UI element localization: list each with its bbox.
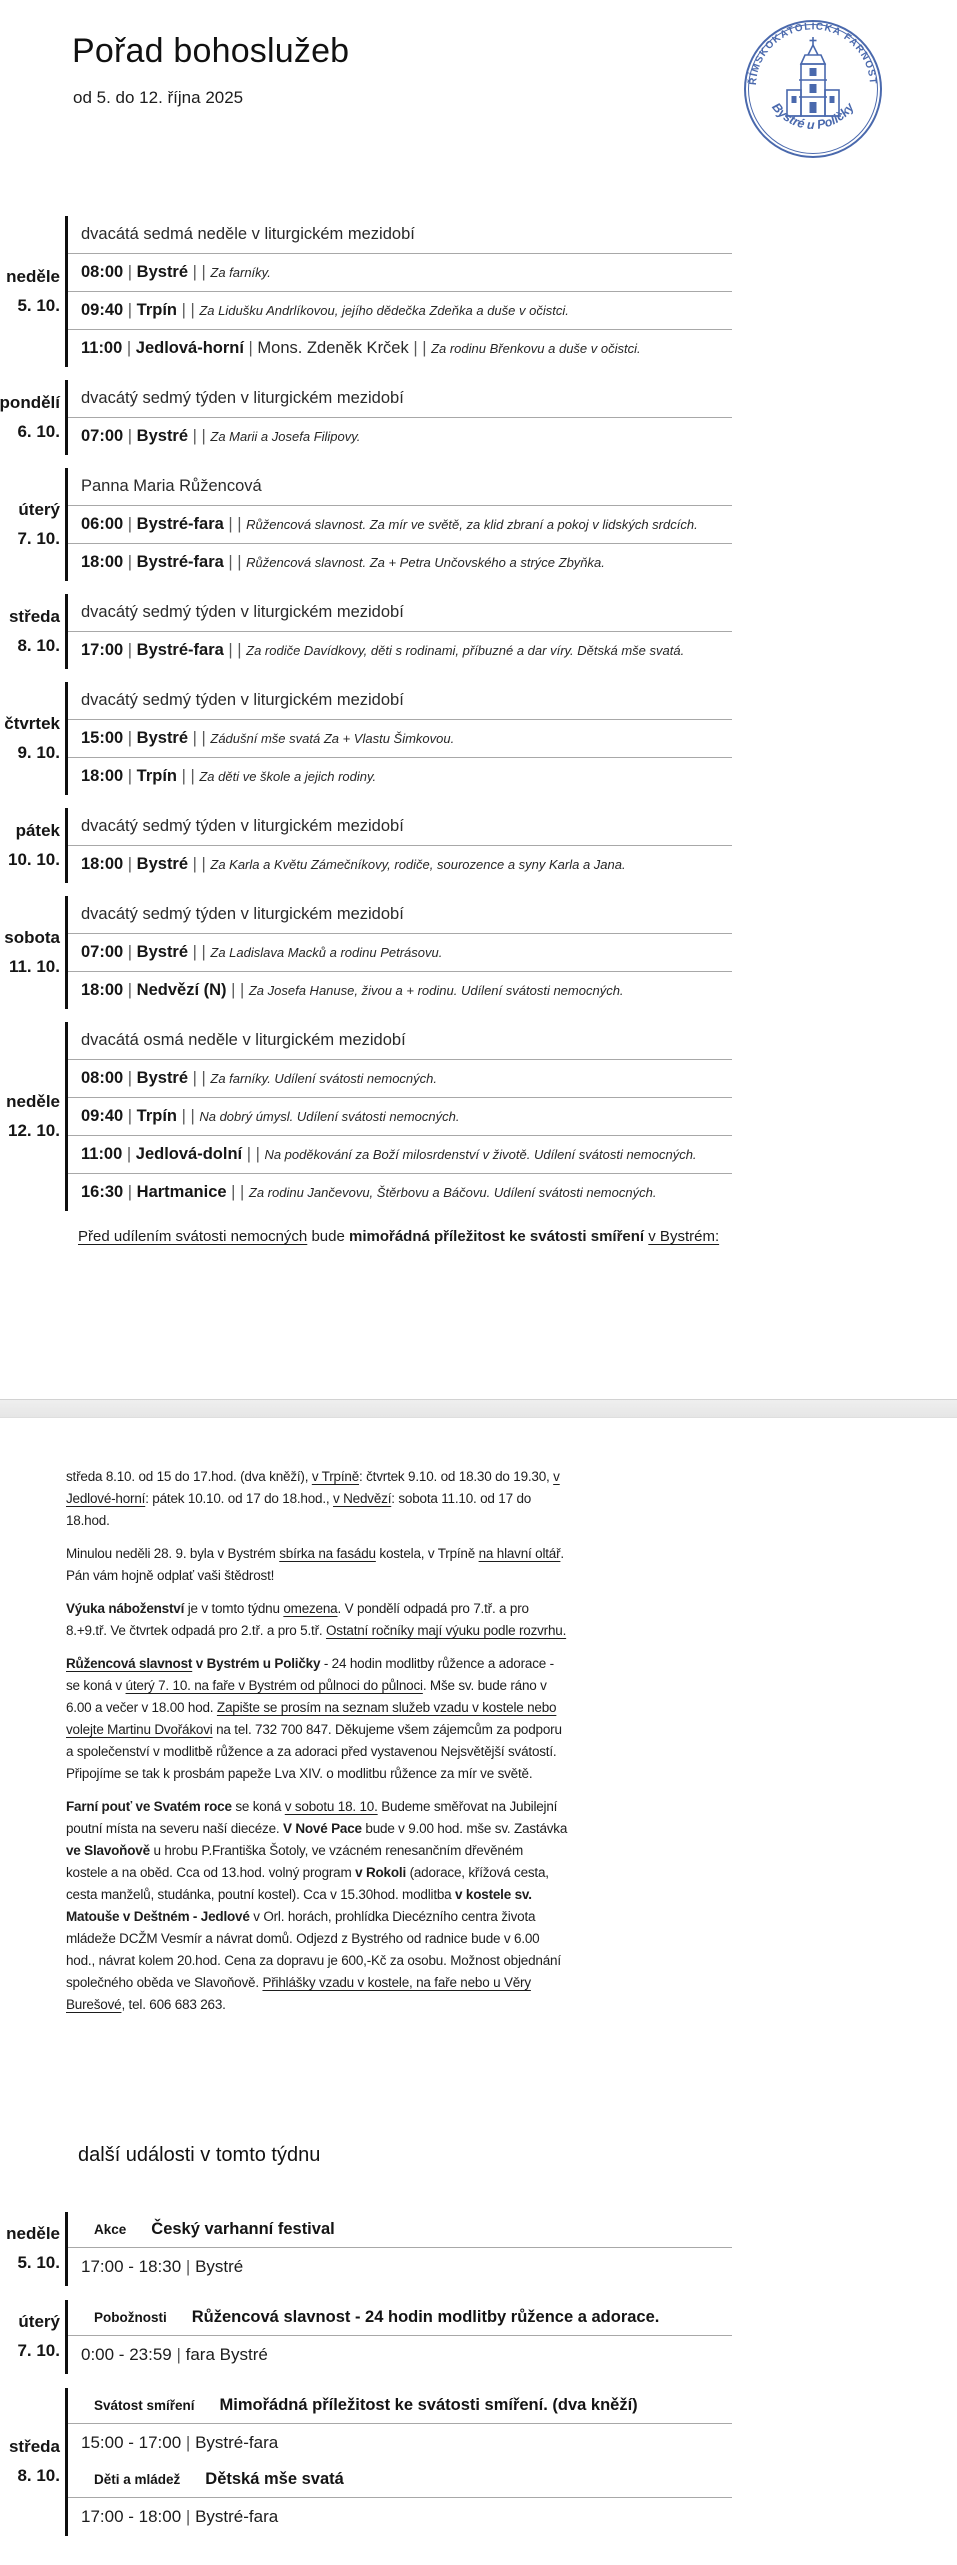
liturgical-heading-text: Panna Maria Růžencová <box>81 477 262 495</box>
mass-row <box>68 506 732 544</box>
liturgical-heading-text: dvacátý sedmý týden v liturgickém mezidobí <box>81 817 404 835</box>
mass-place: Trpín <box>136 301 178 319</box>
separator: | <box>181 2507 196 2526</box>
text-segment: je v tomto týdnu <box>184 1601 284 1616</box>
separator: | <box>122 1145 136 1163</box>
mass-row <box>68 846 732 883</box>
event-place: Bystré-fara <box>195 2433 279 2452</box>
schedule-day-block <box>0 808 957 883</box>
announcement-paragraph <box>66 1466 568 1532</box>
mass-intention: Za děti ve škole a jejich rodiny. <box>199 769 377 784</box>
liturgical-heading-row <box>68 682 732 720</box>
event-time-range: 17:00 - 18:30 <box>81 2257 182 2276</box>
event-header-row <box>68 2388 732 2424</box>
mass-time: 07:00 <box>81 943 124 961</box>
mass-place: Bystré-fara <box>136 515 224 533</box>
separator: | <box>181 2257 196 2276</box>
text-segment: v Jedlové-horní <box>66 1469 560 1506</box>
separator: | | <box>188 1069 211 1087</box>
mass-schedule <box>0 216 957 1224</box>
text-segment: - 24 hodin modlitby růžence a adorace - se koná v <box>66 1656 554 1693</box>
text-segment: : sobota 11.10. od 17 do 18.hod. <box>66 1491 532 1528</box>
text-segment: Minulou neděli 28. 9. byla v Bystrém <box>66 1546 280 1561</box>
separator: | | <box>188 855 211 873</box>
church-icon <box>785 37 841 116</box>
day-label <box>0 2212 63 2286</box>
date-range-subtitle: od 5. do 12. října 2025 <box>73 88 244 107</box>
text-segment: na hlavní oltář <box>478 1546 561 1561</box>
mass-row <box>68 292 732 330</box>
event-place: Bystré <box>195 2257 244 2276</box>
mass-time: 17:00 <box>81 641 124 659</box>
event-time-row <box>68 2248 732 2286</box>
text-segment: Ostatní ročníky mají výuku podle rozvrhu. <box>325 1623 567 1638</box>
liturgical-heading-row <box>68 594 732 632</box>
mass-row <box>68 254 732 292</box>
separator: | <box>123 943 137 961</box>
event-category: Svátost smíření <box>94 2398 195 2413</box>
day-date: 8. 10. <box>17 635 60 655</box>
text-segment: u hrobu P.Františka Šotoly, ve vzácném renesančním dřevěném kostele a na oběd. Cca od 13.hod. volný program <box>66 1843 524 1880</box>
event-day-block <box>0 2388 957 2536</box>
day-rows <box>68 682 732 795</box>
day-rows <box>68 2300 732 2374</box>
separator: | <box>123 1183 137 1201</box>
text-segment: . Pán vám hojně odplať vaši štědrost! <box>66 1546 564 1583</box>
mass-intention: Na dobrý úmysl. Udílení svátosti nemocných. <box>199 1109 460 1124</box>
mass-row <box>68 1174 732 1211</box>
mass-intention: Za Ladislava Macků a rodinu Petrásovu. <box>210 945 443 960</box>
day-name: neděle <box>6 2224 60 2244</box>
separator: | | <box>223 515 247 533</box>
text-segment: v Trpíně <box>311 1469 360 1484</box>
text-segment: mimořádná příležitost ke svátosti smíření <box>349 1228 645 1245</box>
event-day-block <box>0 2300 957 2374</box>
separator: | <box>171 2345 186 2364</box>
mass-place: Bystré-fara <box>136 641 224 659</box>
text-segment: sbírka na fasádu <box>279 1546 376 1561</box>
text-segment: Před udílením svátosti nemocných <box>78 1228 308 1245</box>
mass-row <box>68 418 732 455</box>
text-segment: kostela, v Trpíně <box>375 1546 479 1561</box>
announcement-paragraph <box>66 1653 568 1785</box>
separator: | | <box>188 427 211 445</box>
day-name: středa <box>8 606 60 626</box>
mass-time: 07:00 <box>81 427 124 445</box>
mass-time: 15:00 <box>81 729 124 747</box>
event-time-row <box>68 2336 732 2374</box>
separator: | <box>123 1069 137 1087</box>
day-label <box>0 682 63 795</box>
separator: | | <box>223 641 247 659</box>
mass-time: 18:00 <box>81 767 124 785</box>
text-segment: omezena <box>283 1601 338 1616</box>
schedule-day-block <box>0 216 957 367</box>
separator: | | <box>188 263 211 281</box>
celebrant-wrap <box>244 339 409 357</box>
mass-intention: Za rodinu Břenkovu a duše v očistci. <box>431 341 641 356</box>
text-segment: bude <box>307 1228 349 1245</box>
mass-place: Bystré <box>136 263 189 281</box>
separator: | | <box>408 339 432 357</box>
mass-intention: Za Karla a Květu Zámečníkovy, rodiče, sourozence a syny Karla a Jana. <box>210 857 626 872</box>
day-name: neděle <box>6 266 60 286</box>
mass-place: Bystré <box>136 855 189 873</box>
text-segment: v Nedvězí <box>333 1491 392 1506</box>
events-heading: další události v tomto týdnu <box>78 2144 321 2166</box>
separator: | <box>181 2433 196 2452</box>
liturgical-heading-row <box>68 808 732 846</box>
event-category: Akce <box>94 2222 127 2237</box>
day-name: neděle <box>6 1091 60 1111</box>
mass-intention: Za farníky. <box>210 265 271 280</box>
mass-time: 09:40 <box>81 301 124 319</box>
day-name: čtvrtek <box>4 713 60 733</box>
mass-place: Bystré <box>136 943 189 961</box>
day-label <box>0 594 63 669</box>
event-title: Dětská mše svatá <box>205 2470 344 2488</box>
schedule-day-block <box>0 594 957 669</box>
mass-place: Hartmanice <box>136 1183 227 1201</box>
text-segment: bude v 9.00 hod. mše sv. Zastávka <box>361 1821 568 1836</box>
text-segment: Zapište se prosím na seznam služeb vzadu v kostele nebo volejte Martinu Dvořákovi <box>66 1700 557 1737</box>
separator: | | <box>188 729 211 747</box>
separator: | <box>123 729 137 747</box>
mass-intention: Za farníky. Udílení svátosti nemocných. <box>210 1071 438 1086</box>
mass-place: Bystré <box>136 1069 189 1087</box>
mass-intention: Zádušní mše svatá Za + Vlastu Šimkovou. <box>210 731 455 746</box>
day-rows <box>68 1022 732 1211</box>
text-segment: v Orl. horách, prohlídka Diecézního centra života mládeže DCŽM Vesmír a návrat domů. Odjezd z Bystrého od radnice bude v 6.00 hod., návrat kolem 20.hod. Cena za dopravu je 600,-Kč za osobu. Možnost objednání společného oběda ve Slavoňově. <box>66 1909 561 1990</box>
day-date: 9. 10. <box>17 742 60 762</box>
mass-place: Trpín <box>136 1107 178 1125</box>
day-rows <box>68 594 732 669</box>
event-place: fara Bystré <box>185 2345 268 2364</box>
mass-place: Bystré-fara <box>136 553 224 571</box>
schedule-day-block <box>0 380 957 455</box>
mass-row <box>68 632 732 669</box>
liturgical-heading-text: dvacátý sedmý týden v liturgickém mezidobí <box>81 691 404 709</box>
liturgical-heading-text: dvacátá sedmá neděle v liturgickém mezidobí <box>81 225 415 243</box>
mass-intention: Za rodiče Davídkovy, děti s rodinami, příbuzné a dar víry. Dětská mše svatá. <box>246 643 685 658</box>
day-label <box>0 2300 63 2374</box>
text-segment: v kostele sv. Matouše v Deštném - Jedlové <box>66 1887 532 1924</box>
text-segment: : čtvrtek 9.10. od 18.30 do 19.30, <box>359 1469 554 1484</box>
events-schedule <box>0 2212 957 2550</box>
separator: | <box>123 767 137 785</box>
mass-time: 09:40 <box>81 1107 124 1125</box>
event-title: Český varhanní festival <box>151 2220 335 2238</box>
day-rows <box>68 2388 732 2536</box>
mass-row <box>68 972 732 1009</box>
mass-intention: Za rodinu Jančevovu, Štěrbovu a Báčovu. Udílení svátosti nemocných. <box>248 1185 657 1200</box>
day-label <box>0 1022 63 1211</box>
text-segment: v Rokoli <box>355 1865 407 1880</box>
mass-place: Jedlová-dolní <box>135 1145 243 1163</box>
day-label <box>0 896 63 1009</box>
mass-time: 11:00 <box>81 1145 123 1163</box>
day-label <box>0 2388 63 2536</box>
parish-stamp-icon <box>740 16 886 162</box>
day-label <box>0 468 63 581</box>
text-segment: Farní pouť ve Svatém roce <box>66 1799 232 1814</box>
event-time-range: 17:00 - 18:00 <box>81 2507 182 2526</box>
text-segment: (adorace, křížová cesta, cesta manželů, studánka, poutní kostel). Cca v 15.30hod. modlitba <box>66 1865 549 1902</box>
event-header-row <box>68 2462 732 2498</box>
day-label <box>0 808 63 883</box>
liturgical-heading-row <box>68 468 732 506</box>
day-name: pátek <box>15 820 60 840</box>
separator: | <box>123 427 137 445</box>
separator: | | <box>223 553 247 571</box>
page-break-band <box>0 1399 957 1418</box>
mass-row <box>68 544 732 581</box>
liturgical-heading-text: dvacátý sedmý týden v liturgickém mezidobí <box>81 603 404 621</box>
separator: | <box>123 981 137 999</box>
text-segment: ve Slavoňově <box>66 1843 150 1858</box>
liturgical-heading-row <box>68 216 732 254</box>
event-title: Mimořádná příležitost ke svátosti smíření. (dva kněží) <box>219 2396 638 2414</box>
separator: | <box>123 515 137 533</box>
separator: | <box>123 301 137 319</box>
mass-time: 18:00 <box>81 553 124 571</box>
separator: | <box>123 1107 137 1125</box>
mass-place: Trpín <box>136 767 178 785</box>
event-day-block <box>0 2212 957 2286</box>
mass-time: 18:00 <box>81 855 124 873</box>
event-place: Bystré-fara <box>195 2507 279 2526</box>
liturgical-heading-row <box>68 380 732 418</box>
separator: | <box>243 339 258 357</box>
day-rows <box>68 2212 732 2286</box>
separator: | | <box>188 943 211 961</box>
separator: | | <box>177 1107 200 1125</box>
liturgical-heading-text: dvacátý sedmý týden v liturgickém mezidobí <box>81 905 404 923</box>
text-segment: v Bystrém: <box>648 1228 720 1245</box>
liturgical-heading-row <box>68 896 732 934</box>
parish-stamp <box>740 16 886 162</box>
text-segment: se koná <box>231 1799 285 1814</box>
text-segment: v sobotu 18. 10. <box>284 1799 378 1814</box>
mass-intention: Za Marii a Josefa Filipovy. <box>210 429 361 444</box>
text-segment: . V pondělí odpadá pro 7.tř. a pro 8.+9.tř. Ve čtvrtek odpadá pro 2.tř. a pro 5.tř. <box>66 1601 529 1638</box>
event-header-row <box>68 2212 732 2248</box>
schedule-day-block <box>0 896 957 1009</box>
event-time-row <box>68 2498 732 2536</box>
mass-intention: Růžencová slavnost. Za mír ve světě, za klid zbraní a pokoj v lidských srdcích. <box>246 517 698 532</box>
mass-time: 18:00 <box>81 981 124 999</box>
event-time-range: 0:00 - 23:59 <box>81 2345 172 2364</box>
text-segment: . Mše sv. bude ráno v 6.00 a večer v 18.00 hod. <box>66 1678 547 1715</box>
day-name: středa <box>8 2437 60 2457</box>
day-date: 5. 10. <box>17 295 60 315</box>
day-name: sobota <box>4 927 60 947</box>
announcements <box>66 1466 568 2027</box>
separator: | <box>122 339 136 357</box>
mass-place: Jedlová-horní <box>135 339 244 357</box>
day-date: 7. 10. <box>17 2341 60 2360</box>
note-line <box>78 1228 719 1245</box>
mass-row <box>68 1098 732 1136</box>
day-date: 12. 10. <box>8 1120 60 1140</box>
day-rows <box>68 380 732 455</box>
text-segment: na tel. 732 700 847. Děkujeme všem zájemcům za podporu a společenství v modlitbě růžence a za adoraci před vystavenou Nejsvětější svátostí. Připojíme se tak k prosbám papeže Lva XIV. o modlitbu růžence za mír ve světě. <box>66 1722 562 1781</box>
text-segment: úterý 7. 10. na faře v Bystrém od půlnoci do půlnoci <box>125 1678 423 1693</box>
day-date: 7. 10. <box>17 528 60 548</box>
separator: | | <box>177 767 200 785</box>
mass-time: 16:30 <box>81 1183 124 1201</box>
announcement-paragraph <box>66 1598 568 1642</box>
mass-row <box>68 934 732 972</box>
day-rows <box>68 216 732 367</box>
day-label <box>0 380 63 455</box>
text-segment: : pátek 10.10. od 17 do 18.hod., <box>145 1491 334 1506</box>
day-date: 10. 10. <box>8 849 60 869</box>
event-time-range: 15:00 - 17:00 <box>81 2433 182 2452</box>
text-segment: v Bystrém u Poličky <box>195 1656 321 1671</box>
separator: | <box>123 855 137 873</box>
schedule-day-block <box>0 468 957 581</box>
day-name: pondělí <box>0 392 60 412</box>
text-segment: V Nové Pace <box>282 1821 362 1836</box>
mass-time: 06:00 <box>81 515 124 533</box>
day-label <box>0 216 63 367</box>
day-name: úterý <box>18 499 60 519</box>
announcement-paragraph <box>66 1796 568 2016</box>
schedule-day-block <box>0 682 957 795</box>
day-name: úterý <box>18 2312 60 2332</box>
separator: | <box>123 263 137 281</box>
separator: | | <box>226 1183 249 1201</box>
event-category: Děti a mládež <box>94 2472 181 2487</box>
text-segment: Budeme směřovat na Jubilejní poutní místa na severu naší diecéze. <box>66 1799 558 1836</box>
stamp-bottom-text: Bystré u Poličky <box>769 100 857 133</box>
schedule-day-block <box>0 1022 957 1211</box>
mass-time: 11:00 <box>81 339 123 357</box>
mass-intention: Za Josefa Hanuse, živou a + rodinu. Udílení svátosti nemocných. <box>248 983 624 998</box>
mass-row <box>68 758 732 795</box>
event-title: Růžencová slavnost - 24 hodin modlitby růžence a adorace. <box>191 2308 660 2326</box>
mass-place: Bystré <box>136 729 189 747</box>
day-date: 8. 10. <box>17 2466 60 2485</box>
day-date: 5. 10. <box>17 2253 60 2272</box>
day-date: 6. 10. <box>17 421 60 441</box>
day-date: 11. 10. <box>8 956 60 976</box>
text-segment: Přihlášky vzadu v kostele, na faře nebo u Věry Burešové <box>66 1975 531 2012</box>
page-title: Pořad bohoslužeb <box>72 32 350 70</box>
mass-intention: Na poděkování za Boží milosrdenství v životě. Udílení svátosti nemocných. <box>264 1147 697 1162</box>
announcement-paragraph <box>66 1543 568 1587</box>
event-category: Pobožnosti <box>94 2310 167 2325</box>
day-rows <box>68 808 732 883</box>
event-time-row <box>68 2424 732 2462</box>
mass-time: 08:00 <box>81 1069 124 1087</box>
mass-row <box>68 1136 732 1174</box>
mass-row <box>68 330 732 367</box>
mass-intention: Za Lidušku Andrlíkovou, jejího dědečka Zdeňka a duše v očistci. <box>199 303 569 318</box>
liturgical-heading-text: dvacátá osmá neděle v liturgickém mezidobí <box>81 1031 406 1049</box>
mass-row <box>68 1060 732 1098</box>
stamp-top-text: ŘÍMSKOKATOLICKÁ FARNOST <box>747 21 879 86</box>
mass-time: 08:00 <box>81 263 124 281</box>
liturgical-heading-text: dvacátý sedmý týden v liturgickém mezidobí <box>81 389 404 407</box>
separator: | | <box>177 301 200 319</box>
text-segment: Výuka náboženství <box>66 1601 185 1616</box>
day-rows <box>68 896 732 1009</box>
mass-place: Nedvězí (N) <box>136 981 227 999</box>
mass-row <box>68 720 732 758</box>
separator: | | <box>226 981 249 999</box>
separator: | <box>123 553 137 571</box>
text-segment: Růžencová slavnost <box>66 1656 193 1671</box>
mass-intention: Růžencová slavnost. Za + Petra Unčovského a strýce Zbyňka. <box>246 555 605 570</box>
event-header-row <box>68 2300 732 2336</box>
separator: | <box>123 641 137 659</box>
mass-place: Bystré <box>136 427 189 445</box>
liturgical-heading-row <box>68 1022 732 1060</box>
day-rows <box>68 468 732 581</box>
text-segment: středa 8.10. od 15 do 17.hod. (dva kněží), <box>66 1469 312 1484</box>
text-segment: , tel. 606 683 263. <box>121 1997 226 2012</box>
mass-celebrant: Mons. Zdeněk Krček <box>257 339 409 357</box>
separator: | | <box>242 1145 265 1163</box>
